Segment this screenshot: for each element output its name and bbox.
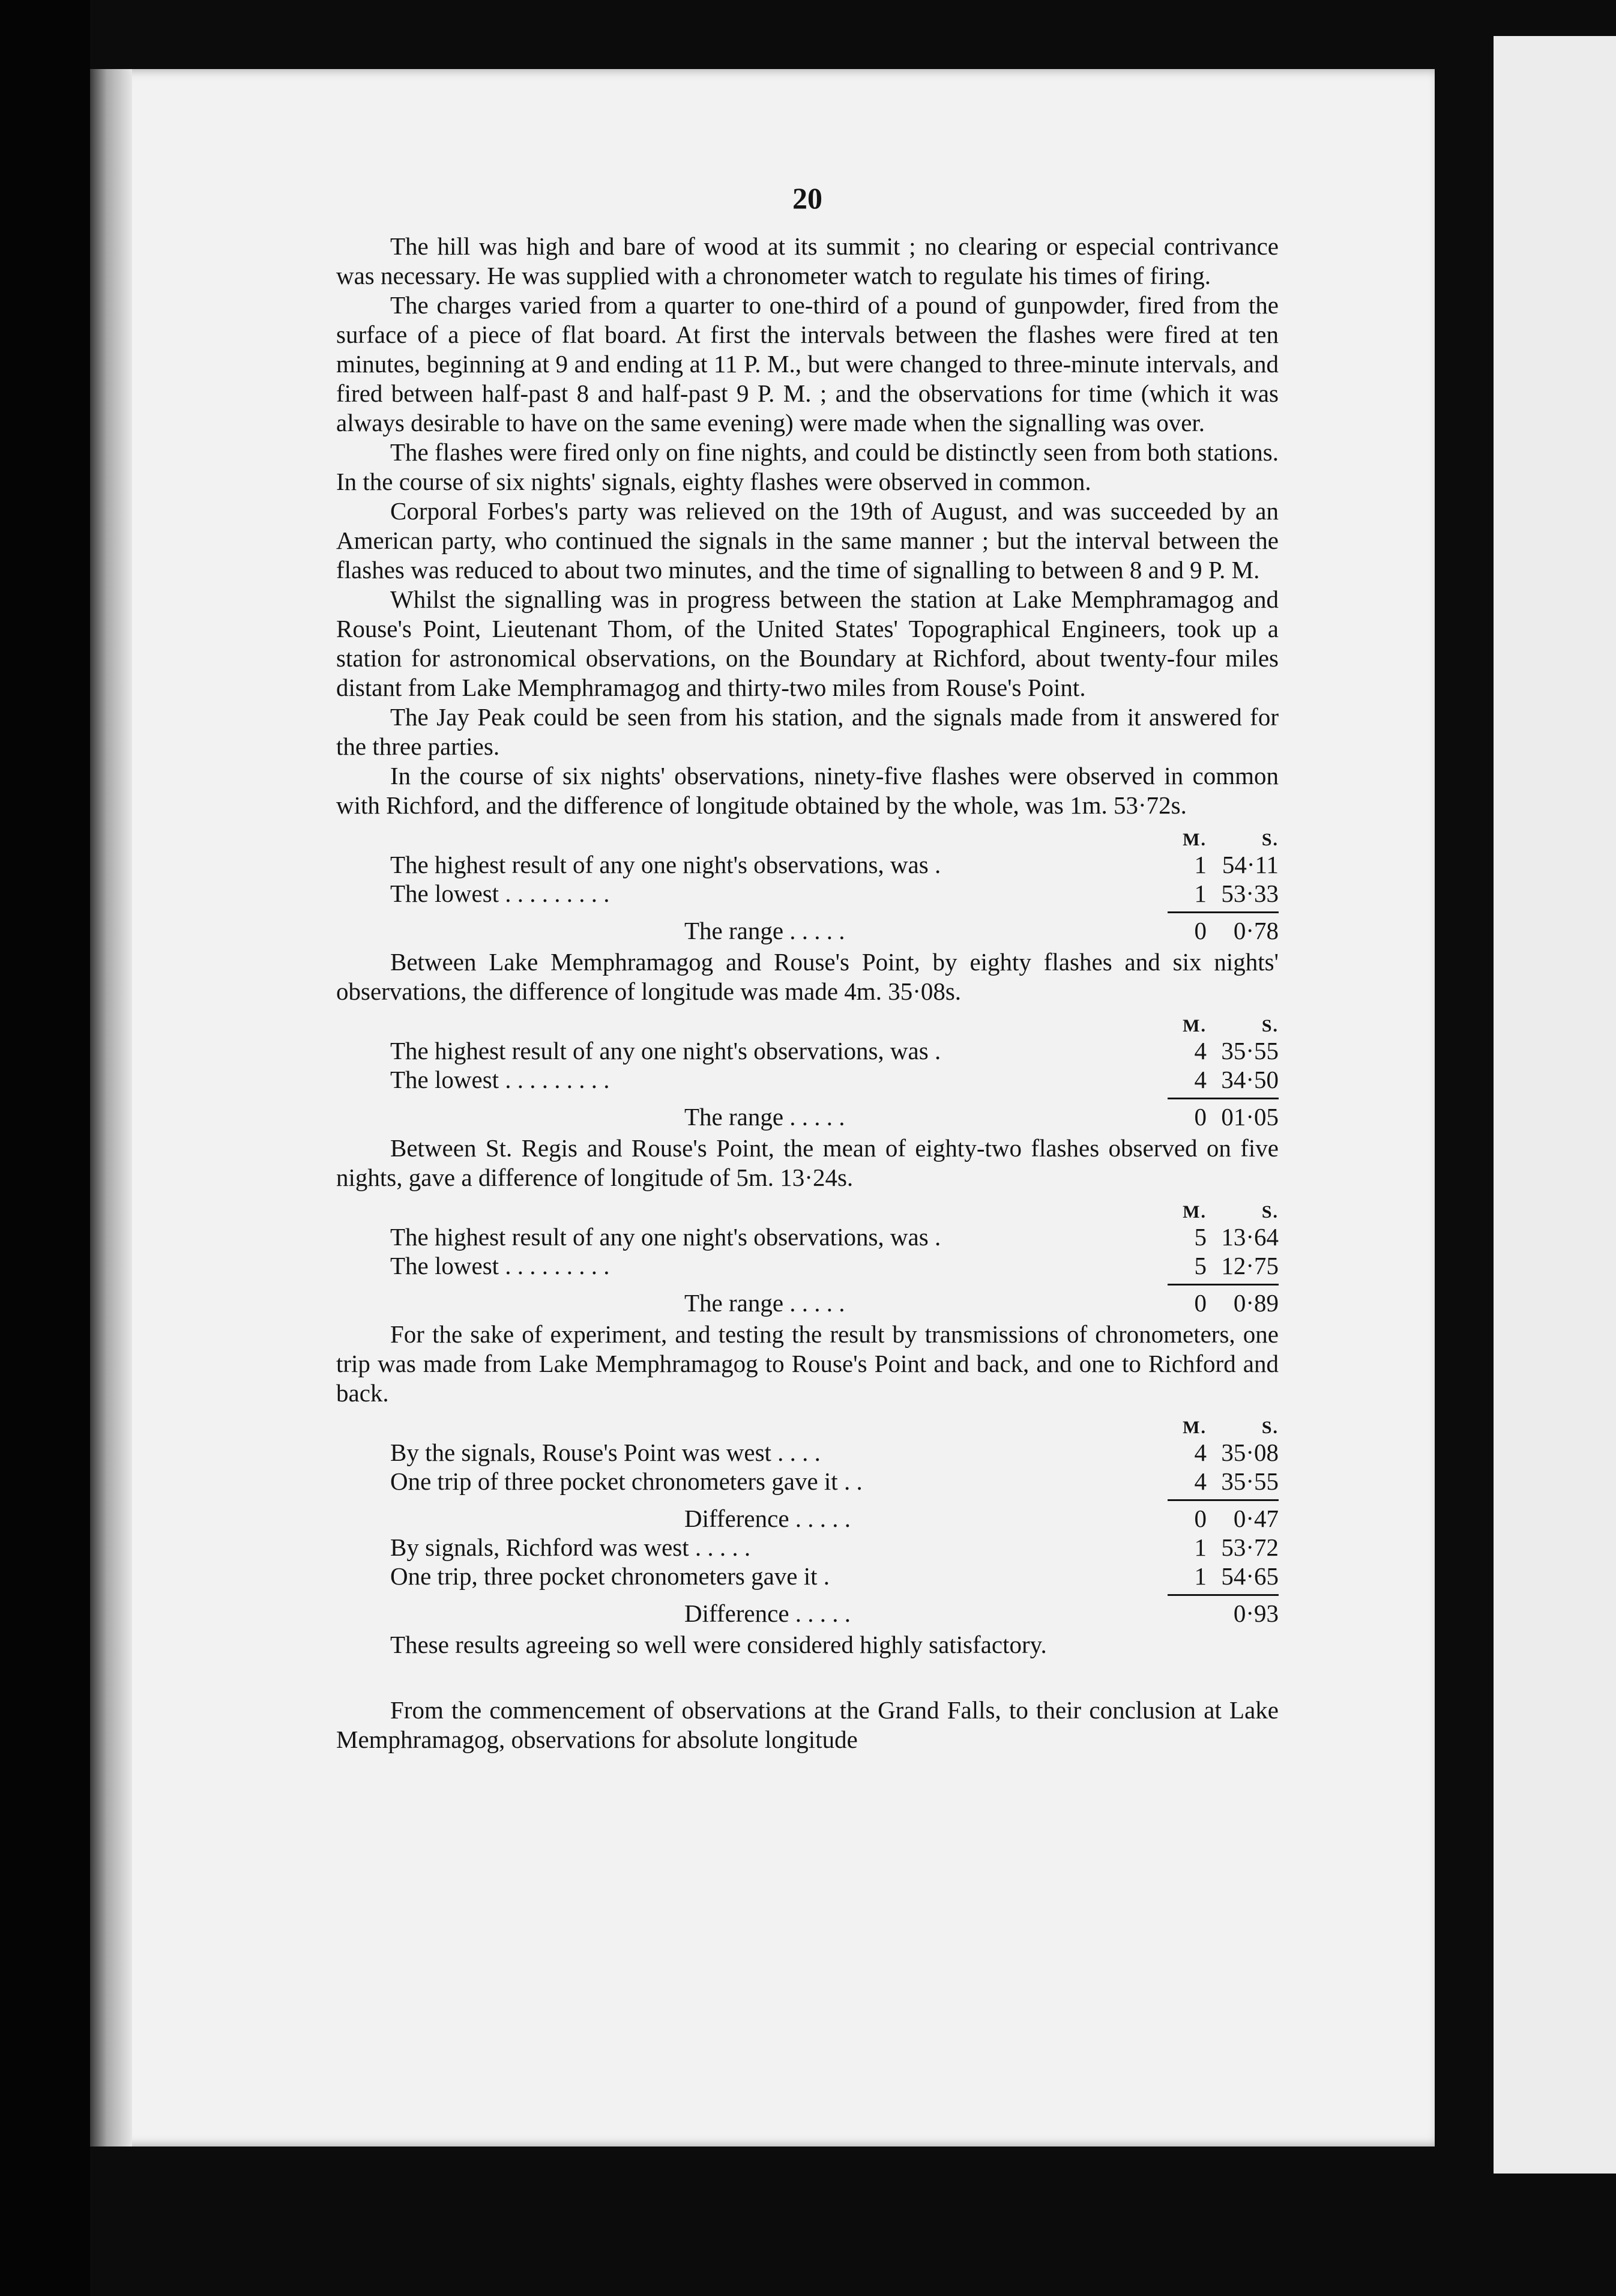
minutes-header: M.	[1183, 830, 1207, 850]
row-label: By the signals, Rouse's Point was west . . . .	[390, 1439, 821, 1466]
row-label: Difference . . . . .	[684, 1600, 851, 1627]
page-number: 20	[792, 181, 822, 215]
row-minutes: 0	[1194, 1103, 1207, 1131]
row-minutes: 0	[1194, 1289, 1207, 1317]
table-row	[336, 1102, 1279, 1131]
row-label: The lowest . . . . . . . . .	[390, 1066, 610, 1093]
chronometer-comparison-table	[336, 1413, 1279, 1628]
table-column-headers	[336, 1413, 1279, 1438]
row-label: The lowest . . . . . . . . .	[390, 1252, 610, 1279]
row-minutes: 0	[1194, 917, 1207, 944]
sum-rule	[336, 1591, 1279, 1599]
row-label: One trip of three pocket chronometers gave it . .	[390, 1467, 863, 1495]
row-seconds: 12·75	[1221, 1252, 1279, 1279]
row-label: The range . . . . .	[684, 1103, 845, 1131]
page-binding-shadow	[90, 69, 132, 2146]
table-row	[336, 1533, 1279, 1562]
row-seconds: 54·11	[1222, 851, 1279, 878]
row-minutes: 0	[1194, 1505, 1207, 1532]
minutes-header: M.	[1183, 1418, 1207, 1437]
table-row	[336, 1288, 1279, 1317]
paragraph-7: In the course of six nights' observations, ninety-five flashes were observed in common with Richford, and the difference of longitude obtained by the whole, was 1m. 53·72s.	[336, 762, 1279, 819]
row-seconds: 53·33	[1221, 880, 1279, 907]
row-label: The highest result of any one night's observations, was .	[390, 1037, 941, 1065]
table-row	[336, 1251, 1279, 1280]
row-seconds: 53·72	[1221, 1533, 1279, 1561]
minutes-header: M.	[1183, 1016, 1207, 1036]
paragraph-2: The charges varied from a quarter to one-third of a pound of gunpowder, fired from the surface of a piece of flat board. At first the intervals between the flashes were fired at ten minutes, beginning at 9 and ending at 11 P. M., but were changed to three-minute intervals, and fired between half-past 8 and half-past 9 P. M. ; and the observations for time (which it was always desirable to have on the same evening) were made when the signalling was over.	[336, 291, 1279, 437]
table-column-headers	[336, 825, 1279, 850]
row-seconds: 0·78	[1233, 917, 1279, 944]
minutes-header: M.	[1183, 1202, 1207, 1222]
table-row	[336, 1562, 1279, 1591]
row-label: The range . . . . .	[684, 1289, 845, 1317]
table-row	[336, 1599, 1279, 1628]
row-label: The lowest . . . . . . . . .	[390, 880, 610, 907]
table-row	[336, 1467, 1279, 1496]
table-row	[336, 1504, 1279, 1533]
table-row	[336, 916, 1279, 945]
row-seconds: 13·64	[1221, 1223, 1279, 1251]
row-minutes: 1	[1194, 1562, 1207, 1590]
longitude-table-rouses-point	[336, 1011, 1279, 1131]
row-seconds: 54·65	[1221, 1562, 1279, 1590]
row-label: By signals, Richford was west . . . . .	[390, 1533, 751, 1561]
row-minutes: 1	[1194, 1533, 1207, 1561]
row-label: Difference . . . . .	[684, 1505, 851, 1532]
sum-rule	[336, 908, 1279, 916]
paragraph-3: The flashes were fired only on fine nights, and could be distinctly seen from both stations. In the course of six nights' signals, eighty flashes were observed in common.	[336, 438, 1279, 495]
row-minutes: 5	[1194, 1223, 1207, 1251]
paragraph-1: The hill was high and bare of wood at its summit ; no clearing or especial contrivance was necessary. He was supplied with a chronometer watch to regulate his times of firing.	[336, 232, 1279, 289]
table-row	[336, 1065, 1279, 1094]
row-label: The highest result of any one night's observations, was .	[390, 1223, 941, 1251]
paragraph-12: From the commencement of observations at the Grand Falls, to their conclusion at Lake Memphramagog, observations for absolute longitude	[336, 1696, 1279, 1753]
row-minutes: 4	[1194, 1467, 1207, 1495]
row-minutes: 1	[1194, 880, 1207, 907]
row-label: The range . . . . .	[684, 917, 845, 944]
table-row	[336, 1438, 1279, 1467]
row-seconds: 01·05	[1221, 1103, 1279, 1131]
seconds-header: S.	[1261, 1202, 1279, 1222]
row-seconds: 35·08	[1221, 1439, 1279, 1466]
paragraph-6: The Jay Peak could be seen from his station, and the signals made from it answered for the three parties.	[336, 703, 1279, 760]
row-seconds: 34·50	[1221, 1066, 1279, 1093]
row-seconds: 0·93	[1233, 1600, 1279, 1627]
sum-rule	[336, 1094, 1279, 1102]
row-minutes: 4	[1194, 1066, 1207, 1093]
row-label: The highest result of any one night's observations, was .	[390, 851, 941, 878]
table-row	[336, 850, 1279, 879]
row-seconds: 0·47	[1233, 1505, 1279, 1532]
table-column-headers	[336, 1197, 1279, 1222]
page-content	[336, 180, 1279, 1754]
seconds-header: S.	[1261, 1016, 1279, 1036]
row-seconds: 35·55	[1221, 1467, 1279, 1495]
seconds-header: S.	[1261, 830, 1279, 850]
table-column-headers	[336, 1011, 1279, 1036]
sum-rule	[336, 1280, 1279, 1288]
paragraph-9: Between St. Regis and Rouse's Point, the mean of eighty-two flashes observed on five nights, gave a difference of longitude of 5m. 13·24s.	[336, 1134, 1279, 1191]
row-minutes: 4	[1194, 1037, 1207, 1065]
row-minutes: 1	[1194, 851, 1207, 878]
adjacent-page-edge	[1494, 36, 1616, 2174]
longitude-table-richford	[336, 825, 1279, 945]
paragraph-8: Between Lake Memphramagog and Rouse's Point, by eighty flashes and six nights' observations, the difference of longitude was made 4m. 35·08s.	[336, 948, 1279, 1005]
row-minutes: 4	[1194, 1439, 1207, 1466]
row-minutes: 5	[1194, 1252, 1207, 1279]
table-row	[336, 1036, 1279, 1065]
paragraph-10: For the sake of experiment, and testing the result by transmissions of chronometers, one trip was made from Lake Memphramagog to Rouse's Point and back, and one to Richford and back.	[336, 1320, 1279, 1407]
table-row	[336, 1222, 1279, 1251]
row-seconds: 0·89	[1233, 1289, 1279, 1317]
sum-rule	[336, 1496, 1279, 1504]
longitude-table-st-regis	[336, 1197, 1279, 1317]
table-row	[336, 879, 1279, 908]
paragraph-11: These results agreeing so well were considered highly satisfactory.	[390, 1631, 1047, 1658]
scan-margin-left	[0, 0, 90, 2296]
paragraph-4: Corporal Forbes's party was relieved on the 19th of August, and was succeeded by an American party, who continued the signals in the same manner ; but the interval between the flashes was reduced to about two minutes, and the time of signalling to between 8 and 9 P. M.	[336, 497, 1279, 584]
paragraph-5: Whilst the signalling was in progress between the station at Lake Memphramagog and Rouse's Point, Lieutenant Thom, of the United States' Topographical Engineers, took up a station for astronomical observations, on the Boundary at Richford, about twenty-four miles distant from Lake Memphramagog and thirty-two miles from Rouse's Point.	[336, 585, 1279, 701]
row-seconds: 35·55	[1221, 1037, 1279, 1065]
seconds-header: S.	[1261, 1418, 1279, 1437]
row-label: One trip, three pocket chronometers gave it .	[390, 1562, 830, 1590]
